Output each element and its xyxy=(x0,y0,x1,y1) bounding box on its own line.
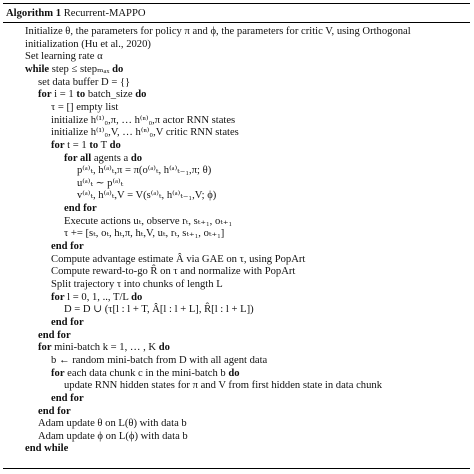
line-text: each data chunk c in the mini-batch b xyxy=(64,367,229,379)
algorithm-line xyxy=(25,51,103,63)
algorithm-line xyxy=(51,127,239,139)
line-text: batch_size xyxy=(85,89,136,101)
line-text: τ = [] empty list xyxy=(51,101,119,113)
algorithm-line xyxy=(51,393,84,405)
line-text: Set learning rate α xyxy=(25,51,103,63)
keyword: do xyxy=(158,342,170,354)
algorithm-line xyxy=(25,443,68,455)
line-text: t = 1 xyxy=(64,139,90,151)
line-text: initialize h⁽¹⁾₀,π, … h⁽ⁿ⁾₀,π actor RNN states xyxy=(51,114,236,126)
line-text: T xyxy=(98,139,110,151)
keyword: end for xyxy=(38,329,71,341)
keyword: end while xyxy=(25,443,69,455)
algorithm-line xyxy=(51,140,121,152)
algorithm-line xyxy=(77,178,123,190)
line-text: τ += [sₜ, oₜ, hₜ,π, hₜ,V, uₜ, rₜ, sₜ₊₁, oₜ₊₁] xyxy=(64,228,225,240)
line-text: Adam update θ on L(θ) with data b xyxy=(38,418,187,430)
keyword: to xyxy=(76,89,86,101)
line-text: update RNN hidden states for π and V from first hidden state in data chunk xyxy=(64,380,382,392)
line-text: initialize h⁽¹⁾₀,V, … h⁽ⁿ⁾₀,V critic RNN states xyxy=(51,127,239,139)
algorithm-line xyxy=(51,115,235,127)
line-text: initialization (Hu et al., 2020) xyxy=(25,38,151,50)
algorithm-line xyxy=(51,368,240,380)
line-text: mini-batch k = 1, … , K xyxy=(51,342,159,354)
top-rule xyxy=(3,3,470,4)
algorithm-line xyxy=(51,355,267,367)
keyword: to xyxy=(89,139,99,151)
algorithm-line xyxy=(38,406,71,418)
line-text: b ← random mini-batch from D with all agent data xyxy=(51,354,268,366)
algorithm-line xyxy=(51,317,84,329)
algorithm-line xyxy=(64,153,142,165)
algorithm-line xyxy=(38,89,146,101)
keyword: do xyxy=(135,89,147,101)
algorithm-caption xyxy=(6,8,145,20)
algorithm-line xyxy=(64,216,232,228)
line-text: step ≤ stepₘₐₓ xyxy=(49,63,113,75)
algorithm-line xyxy=(25,26,411,38)
keyword: for xyxy=(38,89,52,101)
algorithm-line xyxy=(51,241,84,253)
keyword: for xyxy=(51,139,65,151)
algorithm-line xyxy=(64,203,97,215)
algorithm-line xyxy=(25,64,123,76)
algorithm-line xyxy=(77,165,211,177)
algorithm-line xyxy=(38,342,170,354)
keyword: for xyxy=(38,342,52,354)
caption-label: Algorithm 1 xyxy=(6,8,62,19)
algorithm-line xyxy=(64,304,254,316)
keyword: do xyxy=(228,367,240,379)
bottom-rule xyxy=(3,468,470,469)
line-text: Split trajectory τ into chunks of length L xyxy=(51,279,223,290)
line-text: D = D ∪ (τ[l : l + T, Â[l : l + L], R̂[l : l + L]) xyxy=(64,304,254,316)
line-text: i = 1 xyxy=(51,89,77,101)
keyword: end for xyxy=(64,203,97,215)
line-text: u⁽ᵃ⁾ₜ ∼ p⁽ᵃ⁾ₜ xyxy=(77,177,124,189)
caption-rule xyxy=(3,22,470,23)
keyword: for all xyxy=(64,152,92,164)
line-text: Initialize θ, the parameters for policy π and ϕ, the parameters for critic V, using Orthogonal xyxy=(25,26,411,37)
algorithm-line xyxy=(51,279,223,291)
line-text: set data buffer D = {} xyxy=(38,76,131,88)
algorithm-line xyxy=(51,292,142,304)
algorithm-line xyxy=(77,190,216,202)
algorithm-line xyxy=(64,228,224,240)
line-text: Execute actions uₜ, observe rₜ, sₜ₊₁, oₜ₊₁ xyxy=(64,215,233,227)
algorithm-line xyxy=(51,254,305,266)
algorithm-line xyxy=(64,380,382,392)
algorithm-line xyxy=(38,418,187,430)
algorithm-line xyxy=(51,266,295,278)
keyword: end for xyxy=(38,405,71,417)
keyword: do xyxy=(131,291,143,303)
keyword: do xyxy=(109,139,121,151)
keyword: for xyxy=(51,367,65,379)
caption-title: Recurrent-MAPPO xyxy=(63,8,146,19)
algorithm-line xyxy=(51,102,118,114)
line-text: Compute advantage estimate Â via GAE on τ, using PopArt xyxy=(51,253,306,265)
keyword: while xyxy=(25,63,50,75)
line-text: Compute reward-to-go R̂ on τ and normalize with PopArt xyxy=(51,266,296,278)
algorithm-line xyxy=(38,431,188,443)
line-text: l = 0, 1, .., T/L xyxy=(64,291,132,303)
line-text: v⁽ᵃ⁾ₜ, h⁽ᵃ⁾ₜ,V = V(s⁽ᵃ⁾ₜ, h⁽ᵃ⁾ₜ₋₁,V; ϕ) xyxy=(77,190,217,202)
line-text: p⁽ᵃ⁾ₜ, h⁽ᵃ⁾ₜ,π = π(o⁽ᵃ⁾ₜ, h⁽ᵃ⁾ₜ₋₁,π; θ) xyxy=(77,165,212,177)
keyword: for xyxy=(51,291,65,303)
algorithm-line xyxy=(38,330,71,342)
algorithm-line xyxy=(38,77,130,89)
keyword: end for xyxy=(51,392,84,404)
keyword: do xyxy=(130,152,143,164)
line-text: Adam update ϕ on L(ϕ) with data b xyxy=(38,430,188,442)
keyword: do xyxy=(112,63,124,75)
algorithm-line xyxy=(25,39,151,51)
keyword: end for xyxy=(51,316,84,328)
keyword: end for xyxy=(51,241,84,253)
line-text: agents a xyxy=(91,152,131,164)
